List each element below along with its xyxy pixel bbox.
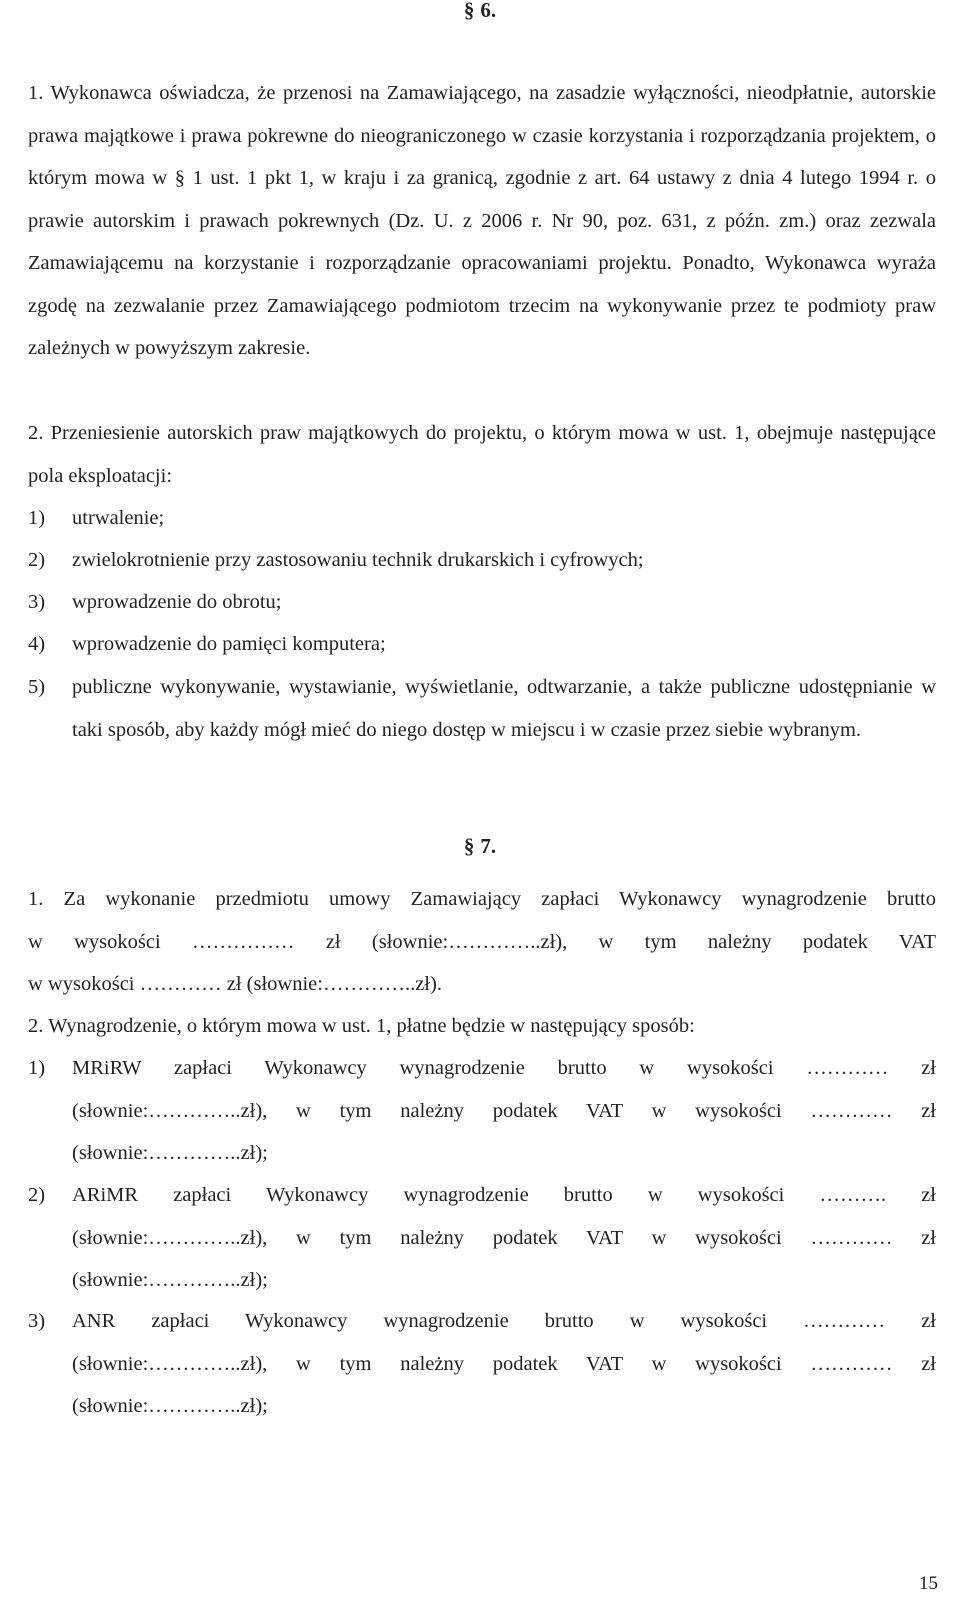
list-item-number: 4) bbox=[28, 633, 46, 655]
list-item bbox=[28, 581, 936, 624]
paragraph-line: w wysokości …………… zł (słownie:…………..zł), w tym należny podatek VAT bbox=[28, 930, 936, 953]
section-6-heading bbox=[0, 0, 960, 23]
section-6-paragraph-2: 2. Przeniesienie autorskich praw majątkowych do projektu, o którym mowa w ust. 1, obejmuje następujące pola eksploatacji: bbox=[28, 422, 936, 487]
list-item-number: 2) bbox=[28, 549, 46, 571]
payment-item-mrirw bbox=[28, 1047, 936, 1175]
payment-line: (słownie:…………..zł); bbox=[72, 1269, 268, 1291]
list-item-text: utrwalenie; bbox=[72, 507, 165, 529]
payment-line: (słownie:…………..zł); bbox=[72, 1395, 268, 1417]
list-item-number: 1) bbox=[28, 507, 46, 529]
payment-item-arimr bbox=[28, 1174, 936, 1302]
payment-line: (słownie:…………..zł), w tym należny podatek VAT w wysokości ………… zł bbox=[72, 1352, 936, 1375]
payment-line: (słownie:…………..zł), w tym należny podatek VAT w wysokości ………… zł bbox=[72, 1226, 936, 1249]
payment-line: ANR zapłaci Wykonawcy wynagrodzenie brutto w wysokości ………… zł bbox=[72, 1310, 936, 1332]
list-item bbox=[28, 623, 936, 666]
list-item bbox=[28, 497, 936, 540]
section-sign: § bbox=[463, 0, 475, 22]
paragraph-line: w wysokości ………… zł (słownie:…………..zł). bbox=[28, 973, 442, 995]
list-item bbox=[28, 539, 936, 582]
section-7-paragraph-2: 2. Wynagrodzenie, o którym mowa w ust. 1, płatne będzie w następujący sposób: bbox=[28, 1015, 695, 1037]
list-item-number: 2) bbox=[28, 1184, 46, 1206]
list-item-text: wprowadzenie do pamięci komputera; bbox=[72, 633, 386, 655]
payment-line: (słownie:…………..zł), w tym należny podatek VAT w wysokości ………… zł bbox=[72, 1099, 936, 1122]
list-item-text: zwielokrotnienie przy zastosowaniu technik drukarskich i cyfrowych; bbox=[72, 549, 644, 571]
list-item-number: 3) bbox=[28, 591, 46, 613]
page-number: 15 bbox=[919, 1573, 938, 1594]
section-7-heading bbox=[0, 834, 960, 859]
payment-line: ARiMR zapłaci Wykonawcy wynagrodzenie brutto w wysokości ………. zł bbox=[72, 1184, 936, 1206]
list-item-number: 1) bbox=[28, 1057, 46, 1079]
list-item-number: 3) bbox=[28, 1310, 46, 1332]
section-6-paragraph-1: 1. Wykonawca oświadcza, że przenosi na Zamawiającego, na zasadzie wyłączności, nieodpłatnie, autorskie prawa majątkowe i prawa pokrewne do nieograniczonego w czasie korzystania i rozporządzania projektem, o którym mowa w § 1 ust. 1 pkt 1, w kraju i za granicą, zgodnie z art. 64 ustawy z dnia 4 lutego 1994 r. o prawie autorskim i prawach pokrewnych (Dz. U. z 2006 r. Nr 90, poz. 631, z późn. zm.) oraz zezwala Zamawiającemu na korzystanie i rozporządzanie opracowaniami projektu. Ponadto, Wykonawca wyraża zgodę na zezwalanie przez Zamawiającego podmiotom trzecim na wykonywanie przez te podmioty praw zależnych w powyższym zakresie. bbox=[28, 82, 936, 359]
list-item-text: wprowadzenie do obrotu; bbox=[72, 591, 282, 613]
section-number: 7. bbox=[480, 834, 497, 858]
list-item bbox=[28, 666, 936, 751]
payment-line: MRiRW zapłaci Wykonawcy wynagrodzenie brutto w wysokości ………… zł bbox=[72, 1057, 936, 1079]
payment-line: (słownie:…………..zł); bbox=[72, 1142, 268, 1164]
list-item-text: publiczne wykonywanie, wystawianie, wyświetlanie, odtwarzanie, a także publiczne udostępnianie w taki sposób, aby każdy mógł mieć do niego dostęp w miejscu i w czasie przez siebie wybranym. bbox=[72, 676, 936, 741]
section-number: 6. bbox=[480, 0, 497, 22]
payment-item-anr bbox=[28, 1300, 936, 1428]
list-item-number: 5) bbox=[28, 676, 46, 698]
section-7-paragraph-1 bbox=[28, 878, 936, 1006]
paragraph-line: 1. Za wykonanie przedmiotu umowy Zamawiający zapłaci Wykonawcy wynagrodzenie brutto bbox=[28, 888, 936, 910]
section-sign: § bbox=[463, 834, 475, 858]
